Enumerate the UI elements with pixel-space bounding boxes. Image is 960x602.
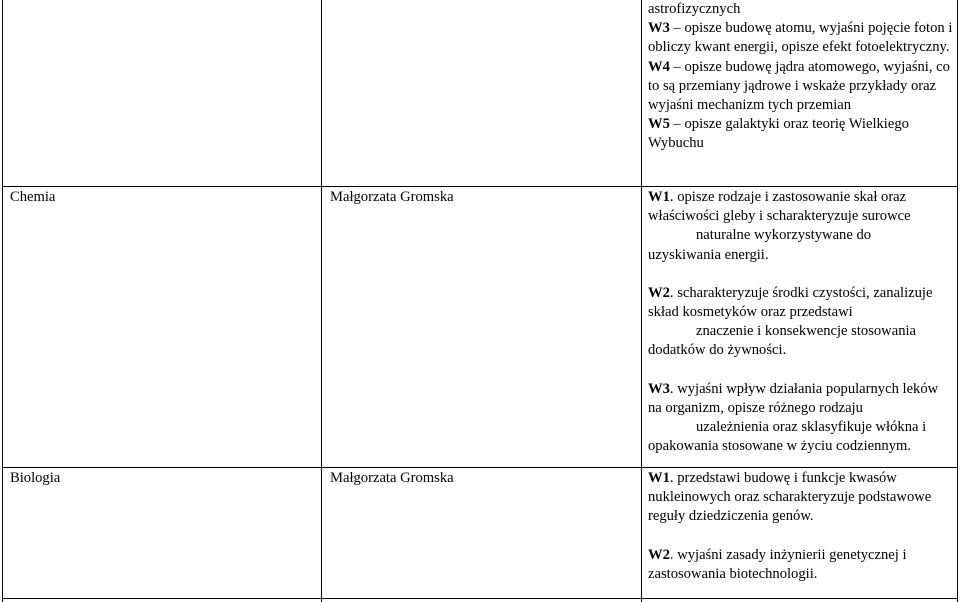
- outcomes-cell-biologia: [648, 469, 953, 584]
- row-divider-biologia: [2, 467, 958, 468]
- outcome-text: uzyskiwania energii.: [648, 246, 769, 263]
- outcome-w3: [648, 19, 953, 57]
- outcome-text-indented: naturalne wykorzystywane do: [696, 227, 872, 244]
- outcome-code: W3: [648, 380, 670, 397]
- outcome-w4: [648, 58, 953, 116]
- outcome-text: – opisze budowę atomu, wyjaśni pojęcie foton i obliczy kwant energii, opisze efekt fotoelektryczny.: [648, 20, 953, 56]
- outcomes-cell-continuation: [648, 0, 953, 154]
- outcome-text: dodatków do żywności.: [648, 342, 787, 359]
- table-border-left: [2, 0, 3, 602]
- outcome-code: W5: [648, 116, 670, 133]
- subject-cell-chemia: Chemia: [10, 189, 56, 205]
- teacher-cell-biologia: Małgorzata Gromska: [330, 470, 454, 486]
- outcome-text-indented: uzależnienia oraz sklasyfikuje włókna i: [696, 419, 927, 436]
- outcome-text: – opisze galaktyki oraz teorię Wielkiego Wybuchu: [648, 116, 909, 152]
- outcome-continuation-text: astrofizycznych: [648, 1, 741, 17]
- outcome-text: . scharakteryzuje środki czystości, zanalizuje skład kosmetyków oraz przedstawi: [648, 284, 933, 321]
- table-column-divider-1: [321, 0, 322, 602]
- outcome-text: . opisze rodzaje i zastosowanie skał oraz właściwości gleby i scharakteryzuje surowce: [648, 189, 911, 225]
- outcome-code: W3: [648, 20, 670, 37]
- outcome-w2: [648, 284, 953, 322]
- outcome-code: W4: [648, 58, 670, 75]
- outcome-w5: [648, 115, 953, 153]
- table-border-bottom: [2, 598, 958, 599]
- subject-cell-biologia: Biologia: [10, 470, 61, 486]
- outcome-w1: [648, 188, 953, 226]
- outcome-text: . wyjaśni wpływ działania popularnych leków na organizm, opisze różnego rodzaju: [648, 380, 939, 416]
- teacher-cell-chemia: Małgorzata Gromska: [330, 189, 454, 205]
- table-column-divider-2: [641, 0, 642, 602]
- outcome-text: – opisze budowę jądra atomowego, wyjaśni, co to są przemiany jądrowe i wskaże przykłady oraz wyjaśni mechanizm tych przemian: [648, 58, 950, 114]
- outcome-text-indented: znaczenie i konsekwencje stosowania: [696, 323, 917, 340]
- outcome-code: W2: [648, 546, 670, 563]
- outcome-text: opakowania stosowane w życiu codziennym.: [648, 438, 912, 455]
- row-divider-chemia: [2, 186, 958, 187]
- outcome-code: W1: [648, 189, 670, 205]
- outcome-w1: [648, 469, 953, 527]
- outcome-w3: [648, 380, 953, 418]
- outcome-code: W2: [648, 284, 670, 301]
- outcome-text: . przedstawi budowę i funkcje kwasów nukleinowych oraz scharakteryzuje podstawowe reguły dziedziczenia genów.: [648, 470, 932, 525]
- table-border-right: [957, 0, 958, 602]
- outcomes-cell-chemia: [648, 188, 953, 456]
- outcome-text: . wyjaśni zasady inżynierii genetycznej i zastosowania biotechnologii.: [648, 546, 907, 582]
- outcome-w2: [648, 546, 953, 584]
- outcome-code: W1: [648, 470, 670, 486]
